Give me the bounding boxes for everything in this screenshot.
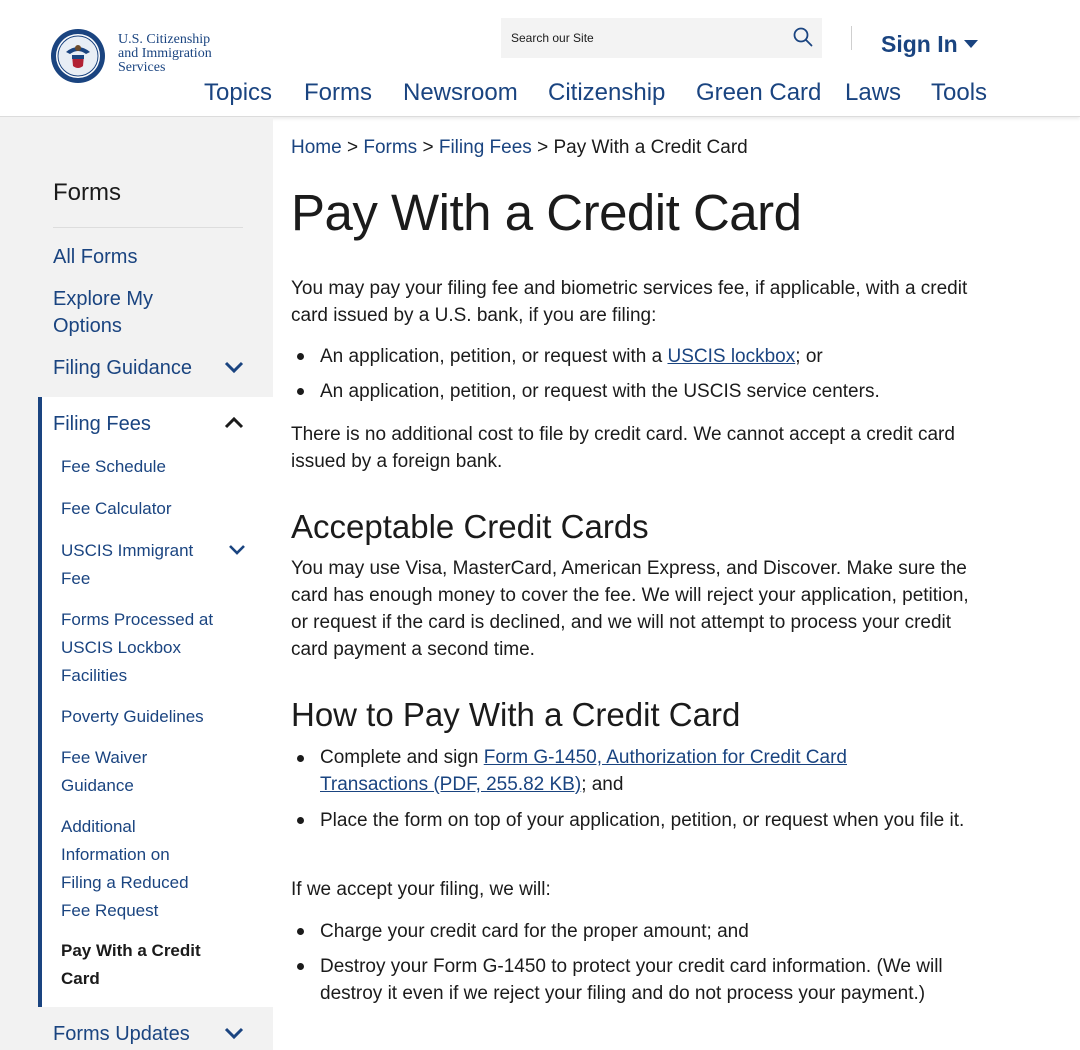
sidebar-subitem-additional-information[interactable]: Additional Information on Filing a Reduced Fee Request	[61, 817, 189, 920]
sidebar-item-forms-updates[interactable]: Forms Updates	[53, 1023, 190, 1045]
chevron-up-icon[interactable]	[224, 416, 244, 430]
bullet	[297, 928, 304, 935]
sidebar-title: Forms	[53, 179, 121, 206]
list-item: Place the form on top of your application, petition, or request when you file it.	[320, 810, 965, 831]
sidebar-divider	[53, 227, 243, 228]
bullet	[297, 755, 304, 762]
sidebar-subitem-fee-schedule[interactable]: Fee Schedule	[61, 457, 166, 476]
nav-green-card[interactable]: Green Card	[696, 79, 822, 106]
list-item	[320, 744, 900, 798]
dhs-seal-logo[interactable]	[50, 28, 106, 84]
breadcrumb	[291, 136, 748, 160]
list-item: Destroy your Form G-1450 to protect your credit card information. (We will destroy it even if we reject your filing and do not process your payment.)	[320, 956, 943, 1004]
breadcrumb-forms[interactable]: Forms	[363, 137, 418, 158]
list-item-text: ; and	[581, 774, 624, 795]
breadcrumb-filing-fees[interactable]: Filing Fees	[438, 137, 532, 158]
bullet	[297, 388, 304, 395]
list-item-text: An application, petition, or request with a	[320, 346, 668, 367]
search-input[interactable]	[501, 18, 791, 58]
list-item: Charge your credit card for the proper amount; and	[320, 921, 749, 942]
nav-laws[interactable]: Laws	[845, 79, 902, 106]
agency-name-line: U.S. Citizenship	[118, 32, 211, 47]
sign-in-button[interactable]: Sign In	[881, 31, 958, 57]
uscis-lockbox-link[interactable]: USCIS lockbox	[667, 346, 796, 367]
breadcrumb-current: Pay With a Credit Card	[553, 137, 748, 158]
search-box	[501, 18, 822, 58]
sidebar-item-all-forms[interactable]: All Forms	[53, 246, 138, 268]
breadcrumb-home[interactable]: Home	[291, 137, 342, 158]
breadcrumb-separator: >	[537, 137, 549, 158]
sidebar-active-indicator	[38, 397, 42, 1007]
sidebar-subitem-pay-with-credit-card[interactable]: Pay With a Credit Card	[61, 941, 201, 988]
nav-newsroom[interactable]: Newsroom	[403, 79, 518, 106]
search-icon[interactable]	[792, 26, 814, 48]
caret-down-icon[interactable]	[963, 38, 979, 50]
heading-how-to-pay: How to Pay With a Credit Card	[291, 696, 741, 733]
site-header	[0, 0, 1080, 117]
heading-acceptable-credit-cards: Acceptable Credit Cards	[291, 508, 649, 545]
agency-name-line: Services	[118, 60, 166, 75]
bullet	[297, 817, 304, 824]
sidebar-item-explore-my-options[interactable]: Explore My Options	[53, 288, 154, 337]
bullet	[297, 353, 304, 360]
chevron-down-icon[interactable]	[227, 543, 247, 557]
page-title: Pay With a Credit Card	[291, 184, 802, 241]
sidebar-subitem-fee-calculator[interactable]: Fee Calculator	[61, 499, 172, 518]
intro-paragraph: You may pay your filing fee and biometric services fee, if applicable, with a credit card issued by a U.S. bank, if you are filing:	[291, 278, 968, 326]
list-item: An application, petition, or request with the USCIS service centers.	[320, 381, 880, 402]
accept-intro-paragraph: If we accept your filing, we will:	[291, 879, 551, 900]
agency-name-line: and Immigration	[118, 46, 212, 61]
sidebar-subitem-fee-waiver-guidance[interactable]: Fee Waiver Guidance	[61, 748, 148, 795]
sidebar-item-filing-guidance[interactable]: Filing Guidance	[53, 357, 192, 379]
list-item-text: Complete and sign	[320, 747, 484, 768]
nav-tools[interactable]: Tools	[931, 79, 988, 106]
chevron-down-icon[interactable]	[224, 1026, 244, 1040]
sidebar-item-filing-fees[interactable]: Filing Fees	[53, 413, 151, 435]
nav-topics[interactable]: Topics	[204, 79, 273, 106]
bullet	[297, 963, 304, 970]
acceptable-cards-paragraph: You may use Visa, MasterCard, American Express, and Discover. Make sure the card has enough money to cover the fee. We will reject your application, petition, or request if the card is declined, and we will not attempt to process your credit card payment a second time.	[291, 558, 969, 660]
agency-name[interactable]	[118, 33, 212, 75]
sidebar-subitem-forms-processed-lockbox[interactable]: Forms Processed at USCIS Lockbox Facilities	[61, 610, 214, 685]
nav-forms[interactable]: Forms	[304, 79, 372, 106]
list-item-text: ; or	[795, 346, 823, 367]
chevron-down-icon[interactable]	[224, 360, 244, 374]
nav-citizenship[interactable]: Citizenship	[548, 79, 666, 106]
breadcrumb-separator: >	[422, 137, 434, 158]
form-g1450-link[interactable]: Form G-1450, Authorization for Credit Card Transactions (PDF, 255.82 KB)	[320, 747, 847, 795]
header-divider	[851, 26, 852, 50]
sidebar-subitem-uscis-immigrant-fee[interactable]: USCIS Immigrant Fee	[61, 541, 194, 588]
list-item	[320, 343, 980, 370]
breadcrumb-separator: >	[346, 137, 359, 158]
no-cost-paragraph: There is no additional cost to file by credit card. We cannot accept a credit card issued by a foreign bank.	[291, 424, 955, 472]
sidebar-subitem-poverty-guidelines[interactable]: Poverty Guidelines	[61, 707, 204, 726]
